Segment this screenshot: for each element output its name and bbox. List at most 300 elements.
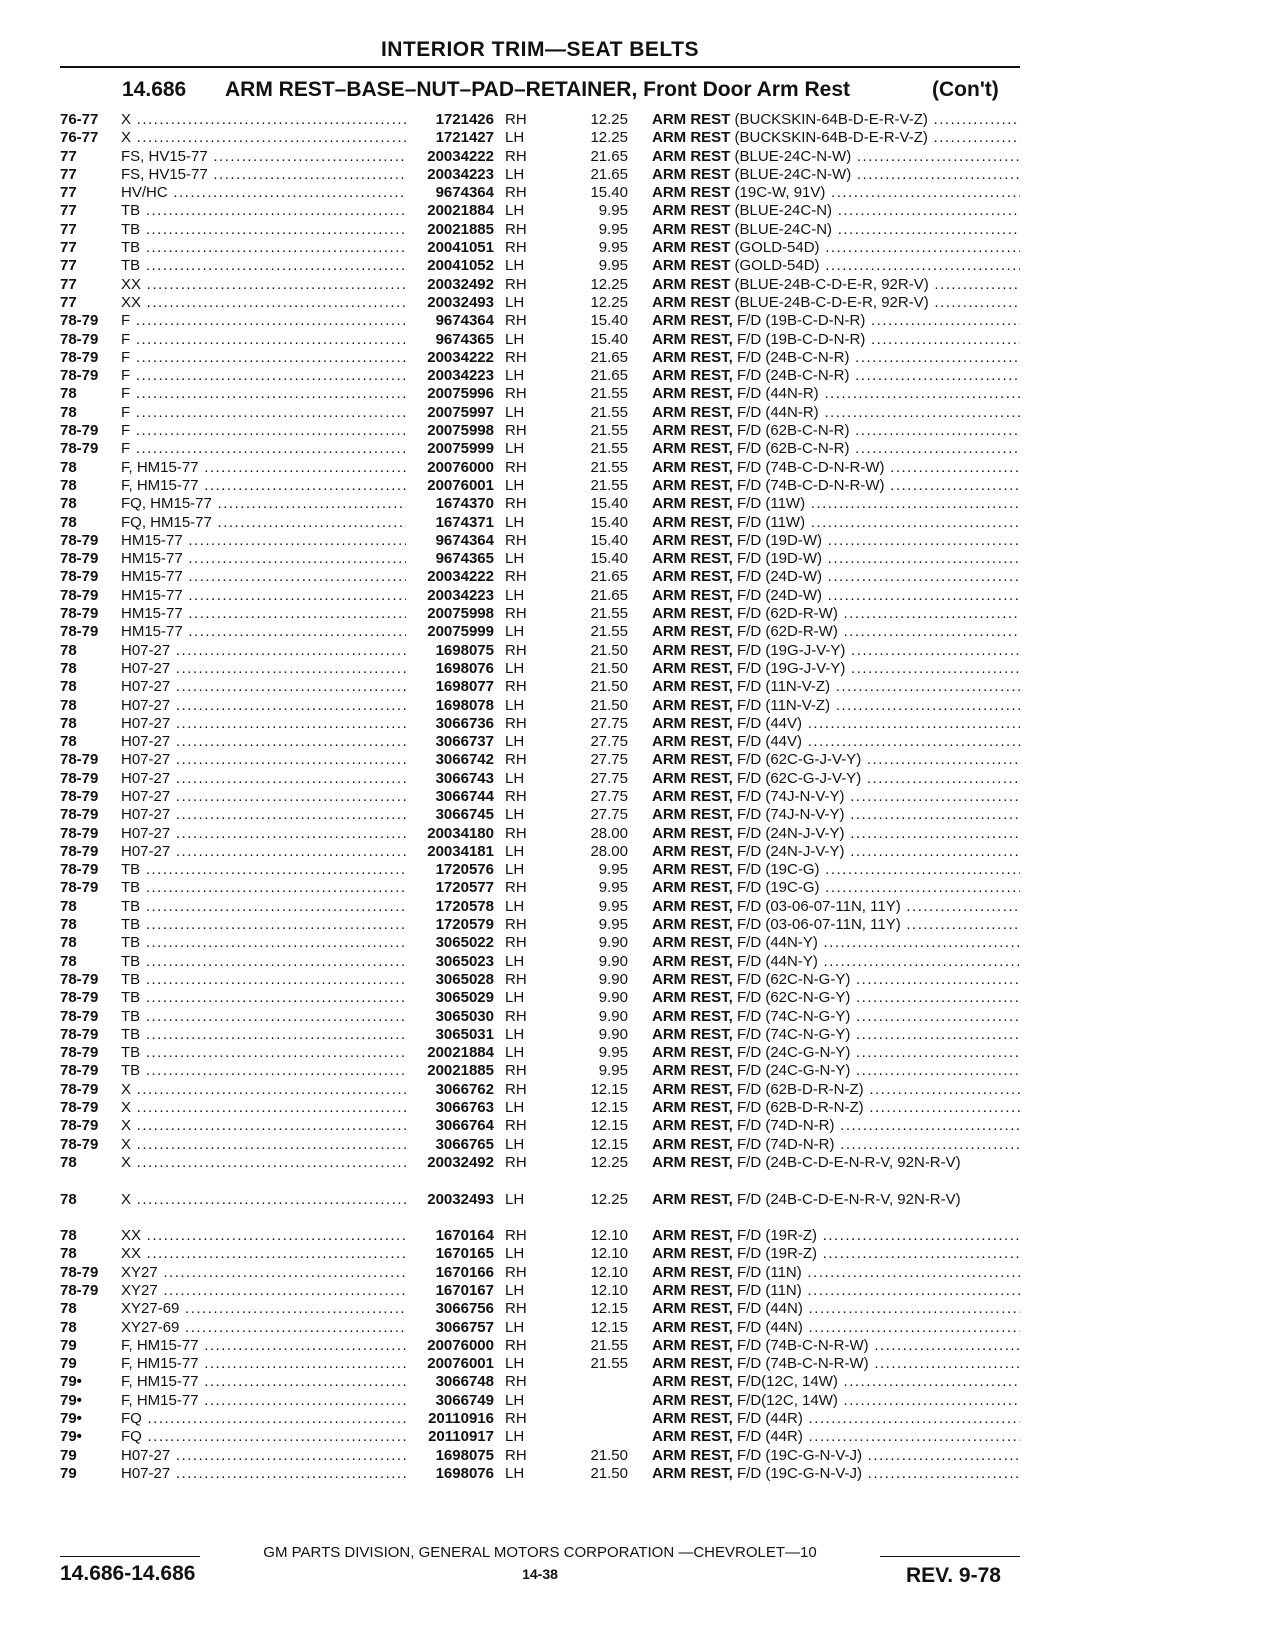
row-price: 12.15	[590, 1080, 628, 1098]
row-part-number: 3066757	[435, 1318, 494, 1336]
row-price: 27.75	[590, 733, 628, 751]
table-row	[0, 1410, 1280, 1428]
row-price: 9.95	[598, 861, 628, 879]
row-description	[652, 879, 1020, 897]
row-side: RH	[505, 879, 527, 897]
table-row	[0, 202, 1280, 220]
row-year: 78-79	[60, 550, 99, 568]
row-model: HM15-77 .....	[121, 568, 406, 586]
table-row	[0, 367, 1280, 385]
row-description	[652, 1319, 1020, 1337]
row-description	[652, 733, 1020, 751]
row-price: 21.65	[590, 165, 628, 183]
row-year: 78-79	[60, 605, 99, 623]
row-year: 79	[60, 1355, 77, 1373]
row-description-name: ARM REST,	[652, 787, 733, 805]
row-description	[652, 1392, 1020, 1410]
row-description-detail: F/D (62B-D-R-N-Z)	[737, 1099, 864, 1117]
table-row	[0, 825, 1280, 843]
row-description-detail: F/D (19B-C-D-N-R)	[737, 312, 866, 330]
row-side: RH	[505, 495, 527, 513]
row-part-number: 3065029	[435, 989, 494, 1007]
row-description-name: ARM REST,	[652, 1336, 733, 1354]
row-description-detail: (GOLD-54D)	[734, 257, 820, 275]
row-description-detail: F/D (19C-G)	[737, 861, 820, 879]
row-description-name: ARM REST,	[652, 513, 733, 531]
row-price: 21.50	[590, 696, 628, 714]
row-price: 21.55	[590, 605, 628, 623]
row-side: LH	[505, 257, 525, 275]
row-year: 78-79	[60, 989, 99, 1007]
row-year: 77	[60, 202, 77, 220]
table-row	[0, 495, 1280, 513]
row-description-detail: F/D (62B-D-R-N-Z)	[737, 1080, 864, 1098]
row-description-name: ARM REST	[652, 111, 731, 128]
row-price: 27.75	[590, 787, 628, 805]
table-row	[0, 770, 1280, 788]
table-row	[0, 861, 1280, 879]
row-part-number: 20076000	[427, 458, 494, 476]
row-part-number: 1698075	[435, 1446, 494, 1464]
row-price: 27.75	[590, 806, 628, 824]
row-part-number: 3065030	[435, 1007, 494, 1025]
row-side: LH	[505, 1355, 525, 1373]
table-row	[0, 1282, 1280, 1300]
row-description-detail: F/D (74C-N-G-Y)	[737, 1025, 851, 1043]
row-description-name: ARM REST,	[652, 458, 733, 476]
table-row	[0, 623, 1280, 641]
row-description	[652, 971, 1020, 989]
row-year: 78	[60, 641, 77, 659]
row-description-name: ARM REST,	[652, 440, 733, 458]
row-model: HM15-77 .....	[121, 605, 406, 623]
row-description-name: ARM REST	[652, 165, 731, 183]
table-row	[0, 1136, 1280, 1154]
row-description	[652, 953, 1020, 971]
table-row	[0, 276, 1280, 294]
row-description	[652, 532, 1020, 550]
table-row	[0, 221, 1280, 239]
table-row	[0, 678, 1280, 696]
row-part-number: 3065023	[435, 952, 494, 970]
row-price: 12.10	[590, 1227, 628, 1245]
row-description	[652, 1355, 1020, 1373]
row-description-detail: F/D (11N)	[737, 1282, 802, 1299]
row-year: 79•	[60, 1391, 82, 1409]
row-part-number: 3066743	[435, 769, 494, 787]
row-side: RH	[505, 1117, 527, 1135]
row-part-number: 1721426	[435, 111, 494, 128]
row-year: 78-79	[60, 440, 99, 458]
row-description	[652, 184, 1020, 202]
row-model: H07-27 .....	[121, 825, 406, 843]
table-row	[0, 1319, 1280, 1337]
row-side: RH	[505, 531, 527, 549]
row-description-detail: F/D (24B-C-N-R)	[737, 367, 850, 385]
row-price: 9.95	[598, 239, 628, 257]
row-description-name: ARM REST,	[652, 934, 733, 952]
table-row	[0, 605, 1280, 623]
row-part-number: 3066737	[435, 733, 494, 751]
row-year: 78-79	[60, 879, 99, 897]
row-part-number: 20075999	[427, 623, 494, 641]
table-row	[0, 989, 1280, 1007]
row-description	[652, 166, 1020, 184]
row-price: 15.40	[590, 495, 628, 513]
row-price: 21.65	[590, 568, 628, 586]
row-description-name: ARM REST,	[652, 550, 733, 568]
row-year: 77	[60, 275, 77, 293]
row-description-name: ARM REST	[652, 293, 731, 311]
row-description-detail: F/D (44R)	[737, 1428, 803, 1446]
row-part-number: 1698076	[435, 659, 494, 677]
row-side: RH	[505, 1062, 527, 1080]
row-part-number: 3066749	[435, 1391, 494, 1409]
row-year: 77	[60, 293, 77, 311]
row-description-detail: (BUCKSKIN-64B-D-E-R-V-Z)	[734, 129, 928, 147]
row-description	[652, 660, 1020, 678]
row-part-number: 20075997	[427, 403, 494, 421]
row-model: F .....	[121, 349, 406, 367]
row-part-number: 3066764	[435, 1117, 494, 1135]
row-model: H07-27 .....	[121, 788, 406, 806]
row-description-detail: (BLUE-24C-N)	[734, 202, 833, 220]
row-description-detail: F/D (62C-N-G-Y)	[737, 989, 851, 1007]
row-year: 77	[60, 165, 77, 183]
row-model: TB .....	[121, 1026, 406, 1044]
row-year: 76-77	[60, 111, 99, 128]
row-model: HV/HC .....	[121, 184, 406, 202]
row-model: X .....	[121, 129, 406, 147]
row-model: TB .....	[121, 239, 406, 257]
row-year: 78	[60, 1153, 77, 1171]
row-description-detail: F/D (74C-N-G-Y)	[737, 1007, 851, 1025]
row-part-number: 3065028	[435, 970, 494, 988]
row-price: 27.75	[590, 714, 628, 732]
row-description-detail: (19C-W, 91V)	[734, 184, 826, 202]
row-price: 9.90	[598, 970, 628, 988]
row-description-detail: F/D (74B-C-D-N-R-W)	[737, 476, 885, 494]
section-number: 14.686	[122, 78, 187, 101]
row-part-number: 20032492	[427, 275, 494, 293]
row-year: 78-79	[60, 1282, 99, 1299]
row-side: LH	[505, 659, 525, 677]
row-model: TB .....	[121, 257, 406, 275]
row-description-detail: F/D (44N)	[737, 1300, 803, 1318]
row-description	[652, 697, 1020, 715]
row-part-number: 1720576	[435, 861, 494, 879]
row-description	[652, 1337, 1020, 1355]
row-part-number: 3066763	[435, 1099, 494, 1117]
row-year: 78-79	[60, 861, 99, 879]
table-row	[0, 1099, 1280, 1117]
row-year: 78	[60, 733, 77, 751]
table-row	[0, 1465, 1280, 1483]
row-description	[652, 239, 1020, 257]
row-description-name: ARM REST,	[652, 1391, 733, 1409]
row-year: 78-79	[60, 1099, 99, 1117]
row-description	[652, 989, 1020, 1007]
row-year: 78-79	[60, 348, 99, 366]
row-price: 21.55	[590, 422, 628, 440]
row-description	[652, 477, 1020, 495]
row-year: 78	[60, 897, 77, 915]
row-price: 9.95	[598, 202, 628, 220]
row-price: 9.90	[598, 934, 628, 952]
row-description	[652, 806, 1020, 824]
row-description-name: ARM REST,	[652, 476, 733, 494]
row-description-detail: F/D (44V)	[737, 733, 803, 751]
row-part-number: 20021884	[427, 1044, 494, 1062]
row-side: RH	[505, 312, 527, 330]
row-model: FQ .....	[121, 1410, 406, 1428]
row-description-name: ARM REST	[652, 220, 731, 238]
row-part-number: 20021885	[427, 220, 494, 238]
row-description-name: ARM REST,	[652, 1318, 733, 1336]
row-price: 15.40	[590, 330, 628, 348]
row-price: 9.90	[598, 952, 628, 970]
row-description	[652, 898, 1020, 916]
row-description-name: ARM REST,	[652, 1263, 733, 1281]
row-description-detail: (GOLD-54D)	[734, 239, 820, 257]
row-description-detail: (BLUE-24C-N-W)	[734, 147, 852, 165]
row-model: X .....	[121, 111, 406, 129]
row-description	[652, 129, 1020, 147]
row-year: 78-79	[60, 1263, 99, 1281]
row-price: 12.10	[590, 1263, 628, 1281]
row-description	[652, 312, 1020, 330]
table-row	[0, 971, 1280, 989]
row-description	[652, 550, 1020, 568]
row-model: XX .....	[121, 1245, 406, 1263]
row-description	[652, 331, 1020, 349]
row-description-name: ARM REST,	[652, 1153, 733, 1171]
row-description-detail: F/D (11W)	[737, 495, 806, 513]
row-description-name: ARM REST,	[652, 1300, 733, 1318]
row-description-name: ARM REST	[652, 129, 731, 147]
row-part-number: 3066742	[435, 751, 494, 769]
table-row	[0, 1227, 1280, 1245]
row-model: TB .....	[121, 221, 406, 239]
row-description	[652, 349, 1020, 367]
row-description	[652, 916, 1020, 934]
row-side: RH	[505, 348, 527, 366]
row-side: LH	[505, 129, 525, 147]
row-side: LH	[505, 897, 525, 915]
row-side: LH	[505, 1135, 525, 1153]
row-description-name: ARM REST,	[652, 568, 733, 586]
row-price: 21.65	[590, 147, 628, 165]
row-description-name: ARM REST,	[652, 769, 733, 787]
row-model: TB .....	[121, 953, 406, 971]
row-description-detail: F/D (11N-V-Z)	[737, 696, 831, 714]
row-description	[652, 587, 1020, 605]
row-model: TB .....	[121, 202, 406, 220]
row-description-detail: F/D (24D-W)	[737, 586, 823, 604]
row-part-number: 3066744	[435, 787, 494, 805]
row-price: 21.55	[590, 476, 628, 494]
row-description-name: ARM REST,	[652, 824, 733, 842]
row-side: RH	[505, 458, 527, 476]
row-side: LH	[505, 440, 525, 458]
row-description	[652, 1081, 1020, 1099]
row-description	[652, 751, 1020, 769]
row-description-detail: F/D(12C, 14W)	[737, 1373, 838, 1391]
row-description-name: ARM REST	[652, 257, 731, 275]
row-year: 79	[60, 1446, 77, 1464]
row-description-name: ARM REST,	[652, 403, 733, 421]
row-description	[652, 1282, 1020, 1300]
row-side: RH	[505, 970, 527, 988]
row-model: FS, HV15-77 .....	[121, 148, 406, 166]
row-model: H07-27 .....	[121, 806, 406, 824]
row-model: HM15-77 .....	[121, 587, 406, 605]
row-description	[652, 1227, 1020, 1245]
row-part-number: 20021884	[427, 202, 494, 220]
row-price: 21.50	[590, 659, 628, 677]
row-price: 9.95	[598, 1044, 628, 1062]
row-side: RH	[505, 239, 527, 257]
row-description-detail: F/D (19C-G-N-V-J)	[737, 1464, 863, 1482]
row-model: FQ .....	[121, 1428, 406, 1446]
table-row	[0, 1062, 1280, 1080]
row-description	[652, 276, 1020, 294]
row-side: LH	[505, 733, 525, 751]
row-side: LH	[505, 696, 525, 714]
row-description-name: ARM REST,	[652, 897, 733, 915]
table-row	[0, 440, 1280, 458]
row-part-number: 9674364	[435, 312, 494, 330]
row-part-number: 20034181	[427, 842, 494, 860]
row-price: 12.10	[590, 1245, 628, 1263]
row-price: 12.25	[590, 111, 628, 128]
row-year: 78-79	[60, 1044, 99, 1062]
row-part-number: 3066756	[435, 1300, 494, 1318]
section-continued: (Con't)	[932, 78, 999, 101]
row-part-number: 20041052	[427, 257, 494, 275]
row-model: XY27 .....	[121, 1264, 406, 1282]
row-year: 79•	[60, 1373, 82, 1391]
row-description-name: ARM REST,	[652, 989, 733, 1007]
row-year: 78-79	[60, 769, 99, 787]
row-description-detail: F/D (62C-N-G-Y)	[737, 970, 851, 988]
row-year: 78-79	[60, 1080, 99, 1098]
row-year: 78-79	[60, 1117, 99, 1135]
row-year: 78	[60, 916, 77, 934]
table-row	[0, 129, 1280, 147]
row-model: HM15-77 .....	[121, 623, 406, 641]
row-price: 9.95	[598, 879, 628, 897]
row-side: RH	[505, 1300, 527, 1318]
row-description	[652, 257, 1020, 275]
row-price: 9.95	[598, 257, 628, 275]
row-side: LH	[505, 367, 525, 385]
row-year: 79•	[60, 1428, 82, 1446]
row-description	[652, 1465, 1020, 1483]
table-row	[0, 1447, 1280, 1465]
row-side: LH	[505, 1282, 525, 1299]
row-description-name: ARM REST,	[652, 1355, 733, 1373]
row-price: 27.75	[590, 769, 628, 787]
row-part-number: 3066765	[435, 1135, 494, 1153]
row-part-number: 20034223	[427, 165, 494, 183]
header-rule	[60, 66, 1020, 68]
row-description-detail: F/D (62D-R-W)	[737, 623, 838, 641]
row-part-number: 20076001	[427, 476, 494, 494]
row-model: H07-27 .....	[121, 1465, 406, 1483]
row-part-number: 20076000	[427, 1336, 494, 1354]
row-description-name: ARM REST,	[652, 1044, 733, 1062]
row-year: 76-77	[60, 129, 99, 147]
row-side: RH	[505, 275, 527, 293]
row-side: RH	[505, 714, 527, 732]
row-side: RH	[505, 605, 527, 623]
row-price: 21.65	[590, 586, 628, 604]
row-part-number: 1674371	[435, 513, 494, 531]
row-description-detail: (BLUE-24B-C-D-E-R, 92R-V)	[734, 293, 929, 311]
row-price: 12.25	[590, 1190, 628, 1208]
row-description-detail: F/D (19R-Z)	[737, 1227, 818, 1245]
row-model: TB .....	[121, 1062, 406, 1080]
table-row	[0, 879, 1280, 897]
row-model: HM15-77 .....	[121, 550, 406, 568]
row-side: LH	[505, 952, 525, 970]
row-price: 12.15	[590, 1318, 628, 1336]
table-row	[0, 953, 1280, 971]
row-side: LH	[505, 1190, 525, 1208]
row-year: 78-79	[60, 824, 99, 842]
row-part-number: 20075999	[427, 440, 494, 458]
table-row	[0, 587, 1280, 605]
row-description-name: ARM REST,	[652, 367, 733, 385]
row-part-number: 20034222	[427, 348, 494, 366]
table-row	[0, 1392, 1280, 1410]
row-description	[652, 642, 1020, 660]
row-model: F, HM15-77 .....	[121, 1373, 406, 1391]
row-year: 78-79	[60, 751, 99, 769]
table-row	[0, 349, 1280, 367]
row-price: 15.40	[590, 531, 628, 549]
table-row	[0, 1117, 1280, 1135]
row-description-name: ARM REST,	[652, 1025, 733, 1043]
row-description-name: ARM REST,	[652, 696, 733, 714]
row-price: 28.00	[590, 824, 628, 842]
row-description-detail: F/D (24C-G-N-Y)	[737, 1044, 851, 1062]
row-model: F, HM15-77 .....	[121, 1337, 406, 1355]
footer-revision: REV. 9-78	[906, 1564, 1001, 1587]
row-description-detail: F/D (19G-J-V-Y)	[737, 641, 846, 659]
row-year: 78	[60, 458, 77, 476]
row-description	[652, 770, 1020, 788]
table-row	[0, 806, 1280, 824]
row-model: H07-27 .....	[121, 678, 406, 696]
row-part-number: 20075998	[427, 605, 494, 623]
row-part-number: 20034222	[427, 568, 494, 586]
table-row	[0, 1191, 1280, 1228]
row-description-name: ARM REST,	[652, 641, 733, 659]
table-row	[0, 733, 1280, 751]
row-part-number: 20032493	[427, 1190, 494, 1208]
row-side: LH	[505, 1245, 525, 1263]
row-year: 78	[60, 495, 77, 513]
row-part-number: 20034180	[427, 824, 494, 842]
row-description-detail: F/D (74D-N-R)	[737, 1117, 835, 1135]
row-part-number: 1698075	[435, 641, 494, 659]
row-year: 78	[60, 696, 77, 714]
row-price: 27.75	[590, 751, 628, 769]
row-model: F, HM15-77 .....	[121, 1392, 406, 1410]
row-description	[652, 1117, 1020, 1135]
